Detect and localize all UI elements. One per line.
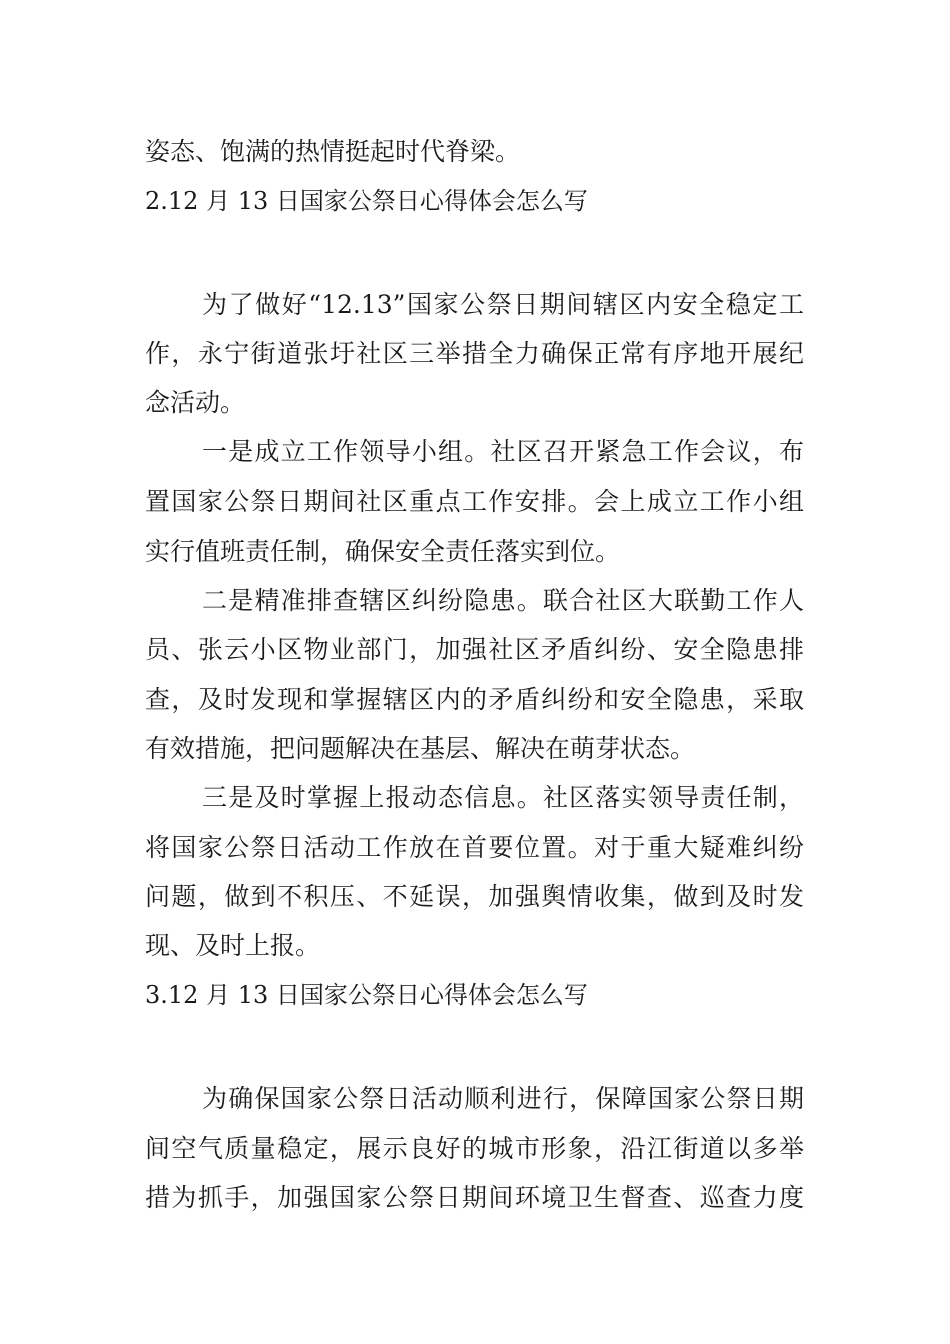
paragraph-line: 念活动。 [145,388,246,417]
paragraph-line: 有效措施，把问题解决在基层、解决在萌芽状态。 [145,734,696,763]
paragraph-line: 查，及时发现和掌握辖区内的矛盾纠纷和安全隐患，采取 [145,685,804,714]
paragraph-line: 为确保国家公祭日活动顺利进行，保障国家公祭日期 [202,1084,804,1113]
paragraph-line: 三是及时掌握上报动态信息。社区落实领导责任制， [202,783,804,812]
paragraph-line: 将国家公祭日活动工作放在首要位置。对于重大疑难纠纷 [145,833,804,862]
paragraph-line: 间空气质量稳定，展示良好的城市形象，沿江街道以多举 [145,1134,804,1163]
paragraph-line: 问题，做到不积压、不延误，加强舆情收集，做到及时发 [145,882,804,911]
paragraph-line: 二是精准排查辖区纠纷隐患。联合社区大联勤工作人 [202,586,804,615]
paragraph-line: 置国家公祭日期间社区重点工作安排。会上成立工作小组 [145,487,804,516]
paragraph-line: 实行值班责任制，确保安全责任落实到位。 [145,537,621,566]
section-heading: 2.12 月 13 日国家公祭日心得体会怎么写 [145,187,588,215]
paragraph-line: 作，永宁街道张圩社区三举措全力确保正常有序地开展纪 [145,339,804,368]
paragraph-line: 一是成立工作领导小组。社区召开紧急工作会议，布 [202,437,804,466]
paragraph-line: 为了做好“12.13”国家公祭日期间辖区内安全稳定工 [202,290,804,319]
paragraph-line: 员、张云小区物业部门，加强社区矛盾纠纷、安全隐患排 [145,635,804,664]
paragraph-line: 措为抓手，加强国家公祭日期间环境卫生督查、巡查力度 [145,1183,804,1212]
section-heading: 3.12 月 13 日国家公祭日心得体会怎么写 [145,981,588,1009]
paragraph-line: 姿态、饱满的热情挺起时代脊梁。 [145,137,521,166]
paragraph-line: 现、及时上报。 [145,931,321,960]
